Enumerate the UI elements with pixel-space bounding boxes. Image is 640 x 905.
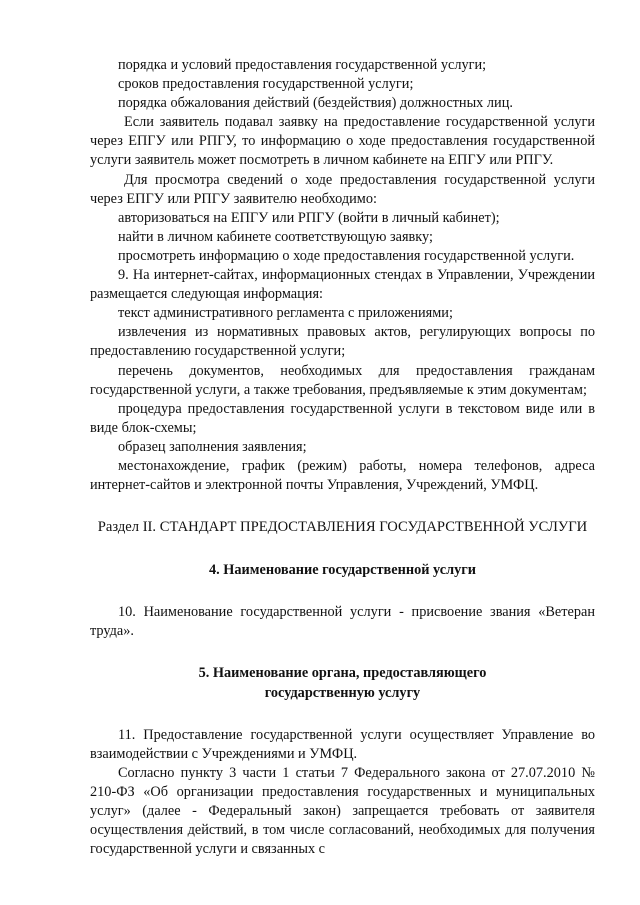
list-item: местонахождение, график (режим) работы, номера телефонов, адреса интернет-сайтов и электронной почты Управления, Учреждений, УМФЦ. bbox=[90, 457, 595, 494]
list-item: текст административного регламента с приложениями; bbox=[118, 305, 453, 322]
paragraph: Согласно пункту 3 части 1 статьи 7 Федерального закона от 27.07.2010 № 210-ФЗ «Об организации предоставления государственных и муниципальных услуг» (далее - Федеральный закон) запрещается требовать от заявителя осуществления действий, в том числе согласований, необходимых для получения государственной услуги и связанных с bbox=[90, 764, 595, 858]
section-heading: государственную услугу bbox=[264, 684, 421, 701]
list-item: процедура предоставления государственной услуги в текстовом виде или в виде блок-схемы; bbox=[90, 400, 595, 436]
list-item: авторизоваться на ЕПГУ или РПГУ (войти в личный кабинет); bbox=[118, 209, 500, 226]
section-heading: 4. Наименование государственной услуги bbox=[208, 562, 477, 579]
list-item: порядка и условий предоставления государственной услуги; bbox=[118, 57, 487, 73]
list-item: найти в личном кабинете соответствующую заявку; bbox=[118, 228, 433, 245]
list-item: просмотреть информацию о ходе предоставления государственной услуги. bbox=[118, 247, 575, 264]
section-heading: 5. Наименование органа, предоставляющего bbox=[198, 665, 487, 682]
list-item: сроков предоставления государственной услуги; bbox=[118, 76, 414, 93]
paragraph: 11. Предоставление государственной услуги осуществляет Управление во взаимодействии с Учреждениями и УМФЦ. bbox=[90, 726, 595, 762]
list-item: извлечения из нормативных правовых актов, регулирующих вопросы по предоставлению государственной услуги; bbox=[90, 324, 595, 360]
paragraph: Для просмотра сведений о ходе предоставления государственной услуги через ЕПГУ или РПГУ заявителю необходимо: bbox=[90, 171, 595, 207]
paragraph: 10. Наименование государственной услуги - присвоение звания «Ветеран труда». bbox=[90, 604, 595, 640]
document-page bbox=[90, 56, 595, 859]
list-item: порядка обжалования действий (бездействия) должностных лиц. bbox=[118, 95, 513, 112]
section-title: Раздел II. СТАНДАРТ ПРЕДОСТАВЛЕНИЯ ГОСУДАРСТВЕННОЙ УСЛУГИ bbox=[97, 519, 588, 536]
paragraph: Если заявитель подавал заявку на предоставление государственной услуги через ЕПГУ или РПГУ, то информацию о ходе предоставления государственной услуги заявитель может посмотреть в личном кабинете на ЕПГУ или РПГУ. bbox=[90, 114, 595, 169]
list-item: перечень документов, необходимых для предоставления гражданам государственной услуги, а также требования, предъявляемые к этим документам; bbox=[90, 362, 595, 398]
list-item: образец заполнения заявления; bbox=[118, 438, 307, 455]
paragraph: 9. На интернет-сайтах, информационных стендах в Управлении, Учреждении размещается следующая информация: bbox=[90, 267, 595, 303]
